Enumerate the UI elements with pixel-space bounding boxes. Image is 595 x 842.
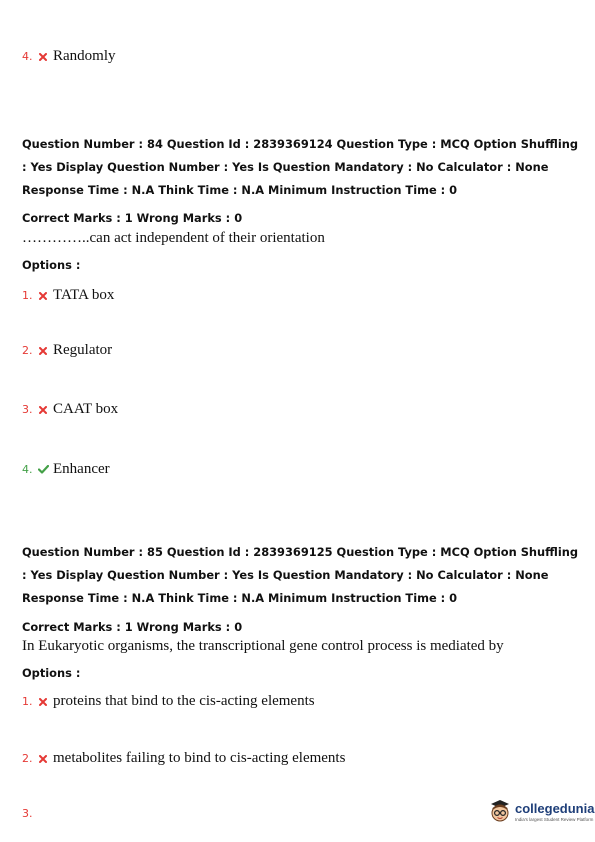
option-item[interactable] (22, 401, 118, 418)
option-item[interactable] (22, 461, 110, 478)
wrong-icon (37, 755, 49, 763)
option-item[interactable] (22, 287, 114, 304)
brand-logo (488, 798, 594, 824)
option-number: 3. (22, 403, 33, 416)
mascot-icon (488, 798, 512, 824)
wrong-icon (37, 406, 49, 414)
option-item[interactable] (22, 750, 345, 767)
option-text: metabolites failing to bind to cis-acting elements (53, 750, 346, 766)
option-number: 1. (22, 695, 33, 708)
wrong-icon (37, 53, 49, 61)
option-number: 2. (22, 344, 33, 357)
option-text: Randomly (53, 48, 116, 64)
wrong-icon (37, 698, 49, 706)
option-number: 3. (22, 807, 33, 820)
option-item[interactable] (22, 48, 116, 65)
option-text: TATA box (53, 287, 115, 303)
brand-tagline: India's largest Student Review Platform (515, 816, 594, 822)
options-label: Options : (22, 666, 81, 680)
option-text: proteins that bind to the cis-acting elements (53, 693, 315, 709)
options-label: Options : (22, 258, 81, 272)
question-text: In Eukaryotic organisms, the transcriptional gene control process is mediated by (22, 638, 504, 654)
wrong-icon (37, 347, 49, 355)
wrong-icon (37, 292, 49, 300)
option-text: Regulator (53, 342, 113, 358)
marks-line: Correct Marks : 1 Wrong Marks : 0 (22, 620, 243, 634)
question-text: …………..can act independent of their orientation (22, 230, 325, 246)
check-icon (37, 465, 49, 474)
option-number: 2. (22, 752, 33, 765)
option-item[interactable] (22, 807, 37, 820)
option-text: CAAT box (53, 401, 119, 417)
option-number: 4. (22, 463, 33, 476)
question-header: Question Number : 84 Question Id : 2839369124 Question Type : MCQ Option Shuffling : Yes Display Question Number : Yes Is Question Mandatory : No Calculator : None Response Time : N.A Think Time : N.A Minimum Instruction Time : 0 (22, 137, 578, 197)
brand-name: collegedunia (515, 800, 595, 816)
option-item[interactable] (22, 693, 315, 710)
option-text: Enhancer (53, 461, 110, 477)
marks-line: Correct Marks : 1 Wrong Marks : 0 (22, 211, 243, 225)
option-number: 4. (22, 50, 33, 63)
option-item[interactable] (22, 342, 112, 359)
question-header: Question Number : 85 Question Id : 2839369125 Question Type : MCQ Option Shuffling : Yes Display Question Number : Yes Is Question Mandatory : No Calculator : None Response Time : N.A Think Time : N.A Minimum Instruction Time : 0 (22, 545, 578, 605)
option-number: 1. (22, 289, 33, 302)
